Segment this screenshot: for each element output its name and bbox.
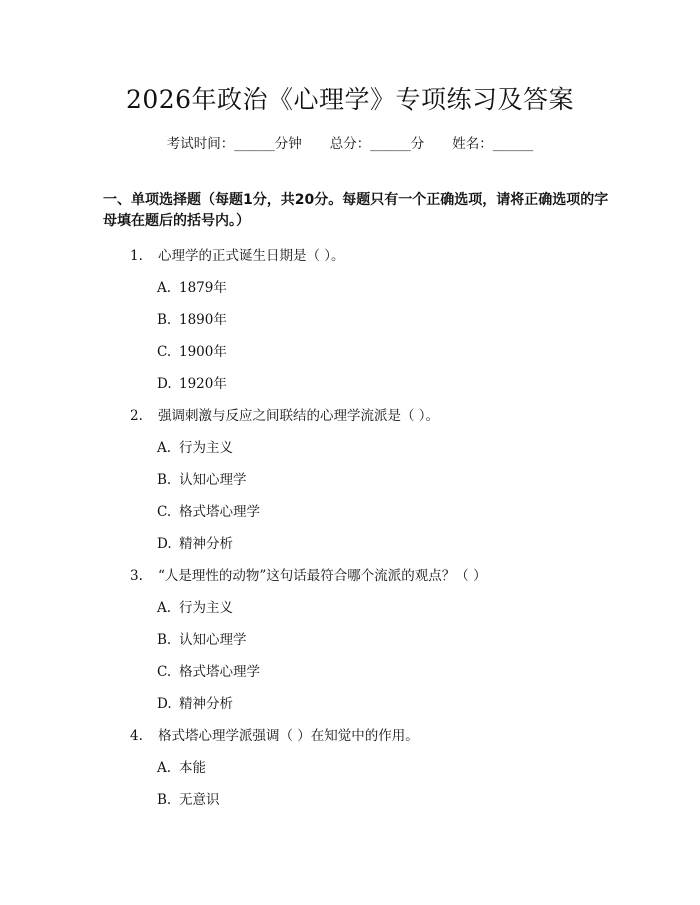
option-1c: C. 1900年 [157, 344, 227, 360]
question-4 [130, 724, 419, 744]
name-field: 姓名：______ [452, 136, 534, 152]
option-2a: A. 行为主义 [157, 440, 233, 456]
question-number: 4. [130, 728, 143, 744]
page-title: 2026年政治《心理学》专项练习及答案 [125, 85, 575, 114]
option-2c: C. 格式塔心理学 [157, 504, 260, 520]
option-3c: C. 格式塔心理学 [157, 664, 260, 680]
question-3 [130, 564, 487, 584]
question-text: “人是理性的动物”这句话最符合哪个流派的观点？（ ） [158, 568, 487, 584]
option-2b: B. 认知心理学 [157, 472, 247, 488]
option-1b: B. 1890年 [157, 312, 227, 328]
option-1a: A. 1879年 [157, 280, 227, 296]
exam-time-field: 考试时间：______分钟 [166, 136, 302, 152]
question-number: 2. [130, 408, 143, 424]
question-2 [130, 404, 439, 424]
question-text: 格式塔心理学派强调（ ）在知觉中的作用。 [158, 728, 419, 744]
section-heading: 一、单项选择题（每题1分，共20分。每题只有一个正确选项，请将正确选项的字母填在题后的括号内。） [103, 192, 609, 229]
exam-meta [0, 132, 700, 152]
option-3a: A. 行为主义 [157, 600, 233, 616]
question-1 [130, 244, 345, 264]
question-number: 1. [130, 248, 143, 264]
option-3d: D. 精神分析 [157, 696, 233, 712]
question-number: 3. [130, 568, 143, 584]
question-text: 强调刺激与反应之间联结的心理学流派是（ ）。 [158, 408, 440, 424]
total-score-field: 总分：______分 [329, 136, 425, 152]
option-1d: D. 1920年 [157, 376, 227, 392]
option-2d: D. 精神分析 [157, 536, 233, 552]
question-text: 心理学的正式诞生日期是（ ）。 [158, 248, 345, 264]
option-3b: B. 认知心理学 [157, 632, 247, 648]
option-4a: A. 本能 [157, 760, 206, 776]
option-4b: B. 无意识 [157, 792, 220, 808]
